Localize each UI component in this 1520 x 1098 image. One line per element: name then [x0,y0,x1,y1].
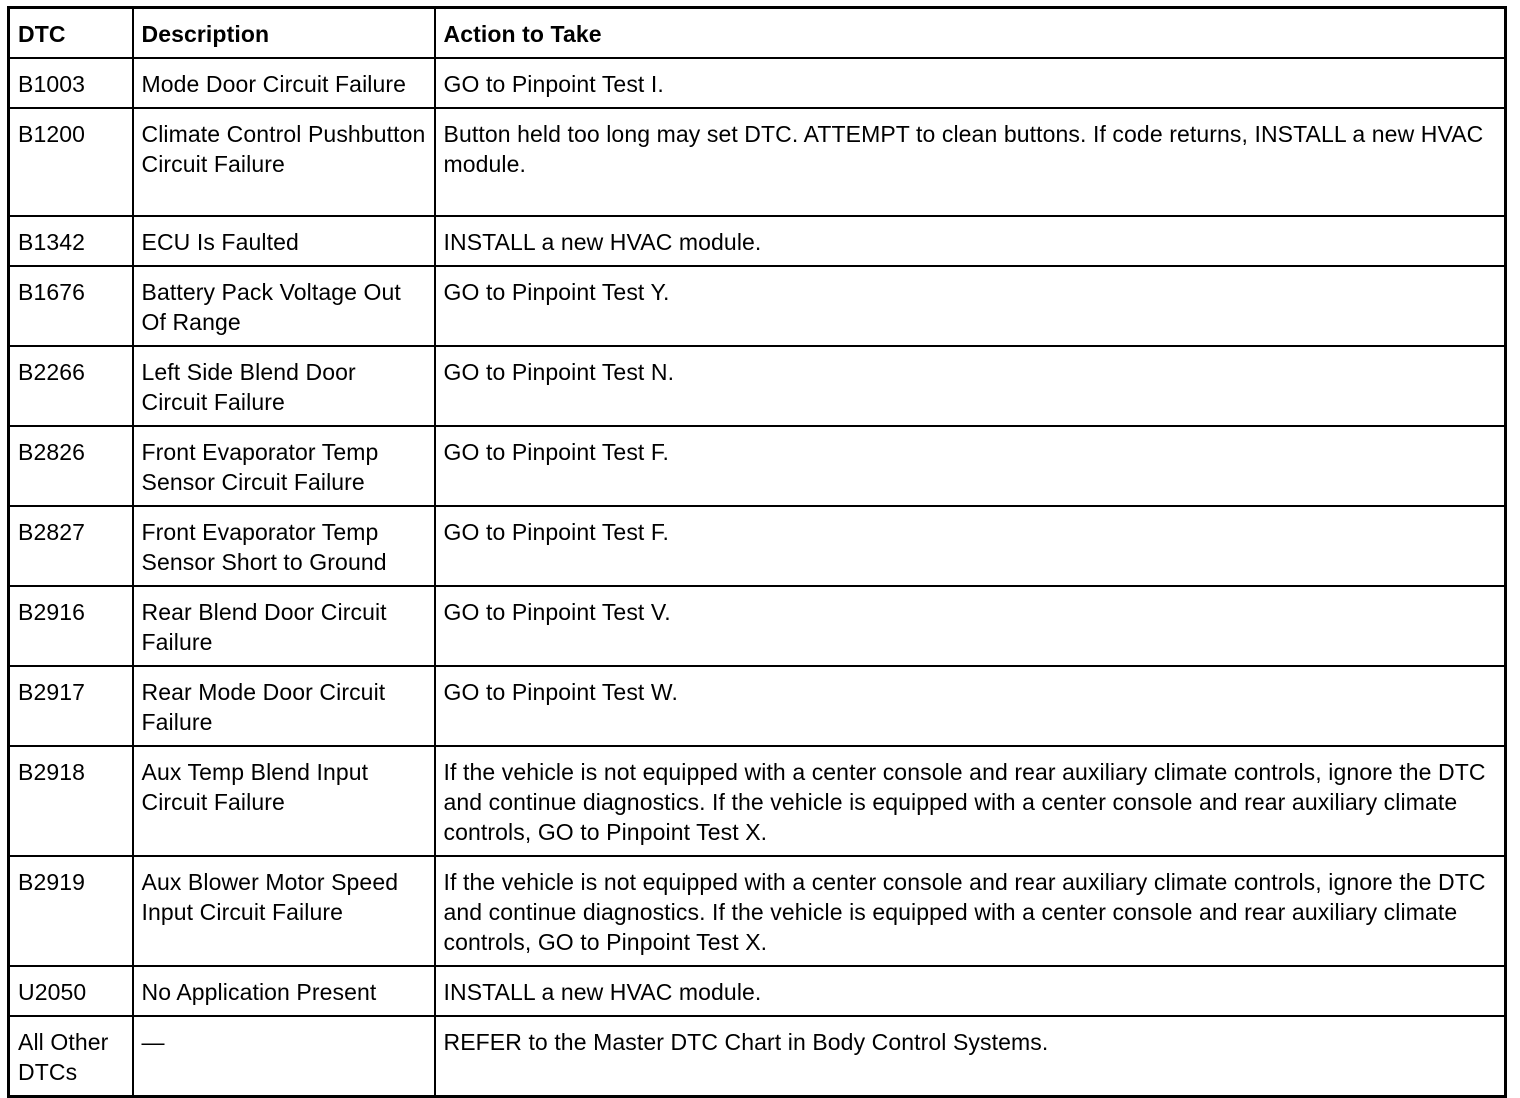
dtc-action: GO to Pinpoint Test I. [435,58,1506,108]
dtc-action: GO to Pinpoint Test Y. [435,266,1506,346]
dtc-code: B1342 [9,216,133,266]
table-row [9,58,1506,108]
dtc-code: All Other DTCs [9,1016,133,1097]
table-row [9,1016,1506,1097]
dtc-action: If the vehicle is not equipped with a center console and rear auxiliary climate controls, ignore the DTC and continue diagnostics. If the vehicle is equipped with a center console and rear auxiliary climate controls, GO to Pinpoint Test X. [435,746,1506,856]
table-row [9,966,1506,1016]
dtc-action: INSTALL a new HVAC module. [435,216,1506,266]
dtc-action: INSTALL a new HVAC module. [435,966,1506,1016]
dtc-code: B2918 [9,746,133,856]
header-description: Description [133,8,435,59]
dtc-description: Aux Temp Blend Input Circuit Failure [133,746,435,856]
table-row [9,666,1506,746]
table-row [9,746,1506,856]
dtc-code: B2826 [9,426,133,506]
dtc-table [7,6,1507,1098]
dtc-code: B2917 [9,666,133,746]
dtc-code: U2050 [9,966,133,1016]
table-row [9,266,1506,346]
dtc-action: GO to Pinpoint Test F. [435,506,1506,586]
dtc-description: No Application Present [133,966,435,1016]
dtc-description: Left Side Blend Door Circuit Failure [133,346,435,426]
dtc-code: B2919 [9,856,133,966]
dtc-description: Rear Blend Door Circuit Failure [133,586,435,666]
dtc-action: GO to Pinpoint Test F. [435,426,1506,506]
dtc-description: Aux Blower Motor Speed Input Circuit Failure [133,856,435,966]
dtc-action: If the vehicle is not equipped with a center console and rear auxiliary climate controls, ignore the DTC and continue diagnostics. If the vehicle is equipped with a center console and rear auxiliary climate controls, GO to Pinpoint Test X. [435,856,1506,966]
dtc-action: GO to Pinpoint Test V. [435,586,1506,666]
dtc-action: GO to Pinpoint Test N. [435,346,1506,426]
dtc-description: Battery Pack Voltage Out Of Range [133,266,435,346]
dtc-description: Front Evaporator Temp Sensor Short to Ground [133,506,435,586]
dtc-code: B1003 [9,58,133,108]
header-dtc: DTC [9,8,133,59]
dtc-code: B1676 [9,266,133,346]
table-row [9,216,1506,266]
dtc-code: B1200 [9,108,133,216]
dtc-description: Mode Door Circuit Failure [133,58,435,108]
dtc-description: Front Evaporator Temp Sensor Circuit Failure [133,426,435,506]
table-row [9,586,1506,666]
dtc-code: B2266 [9,346,133,426]
dtc-action: REFER to the Master DTC Chart in Body Control Systems. [435,1016,1506,1097]
dtc-description: Rear Mode Door Circuit Failure [133,666,435,746]
dtc-description: ECU Is Faulted [133,216,435,266]
dtc-code: B2827 [9,506,133,586]
dtc-code: B2916 [9,586,133,666]
table-row [9,426,1506,506]
dtc-description: — [133,1016,435,1097]
dtc-description: Climate Control Pushbutton Circuit Failure [133,108,435,216]
table-row [9,108,1506,216]
table-row [9,856,1506,966]
table-row [9,346,1506,426]
dtc-action: GO to Pinpoint Test W. [435,666,1506,746]
table-header-row [9,8,1506,59]
table-row [9,506,1506,586]
header-action: Action to Take [435,8,1506,59]
dtc-action: Button held too long may set DTC. ATTEMPT to clean buttons. If code returns, INSTALL a new HVAC module. [435,108,1506,216]
